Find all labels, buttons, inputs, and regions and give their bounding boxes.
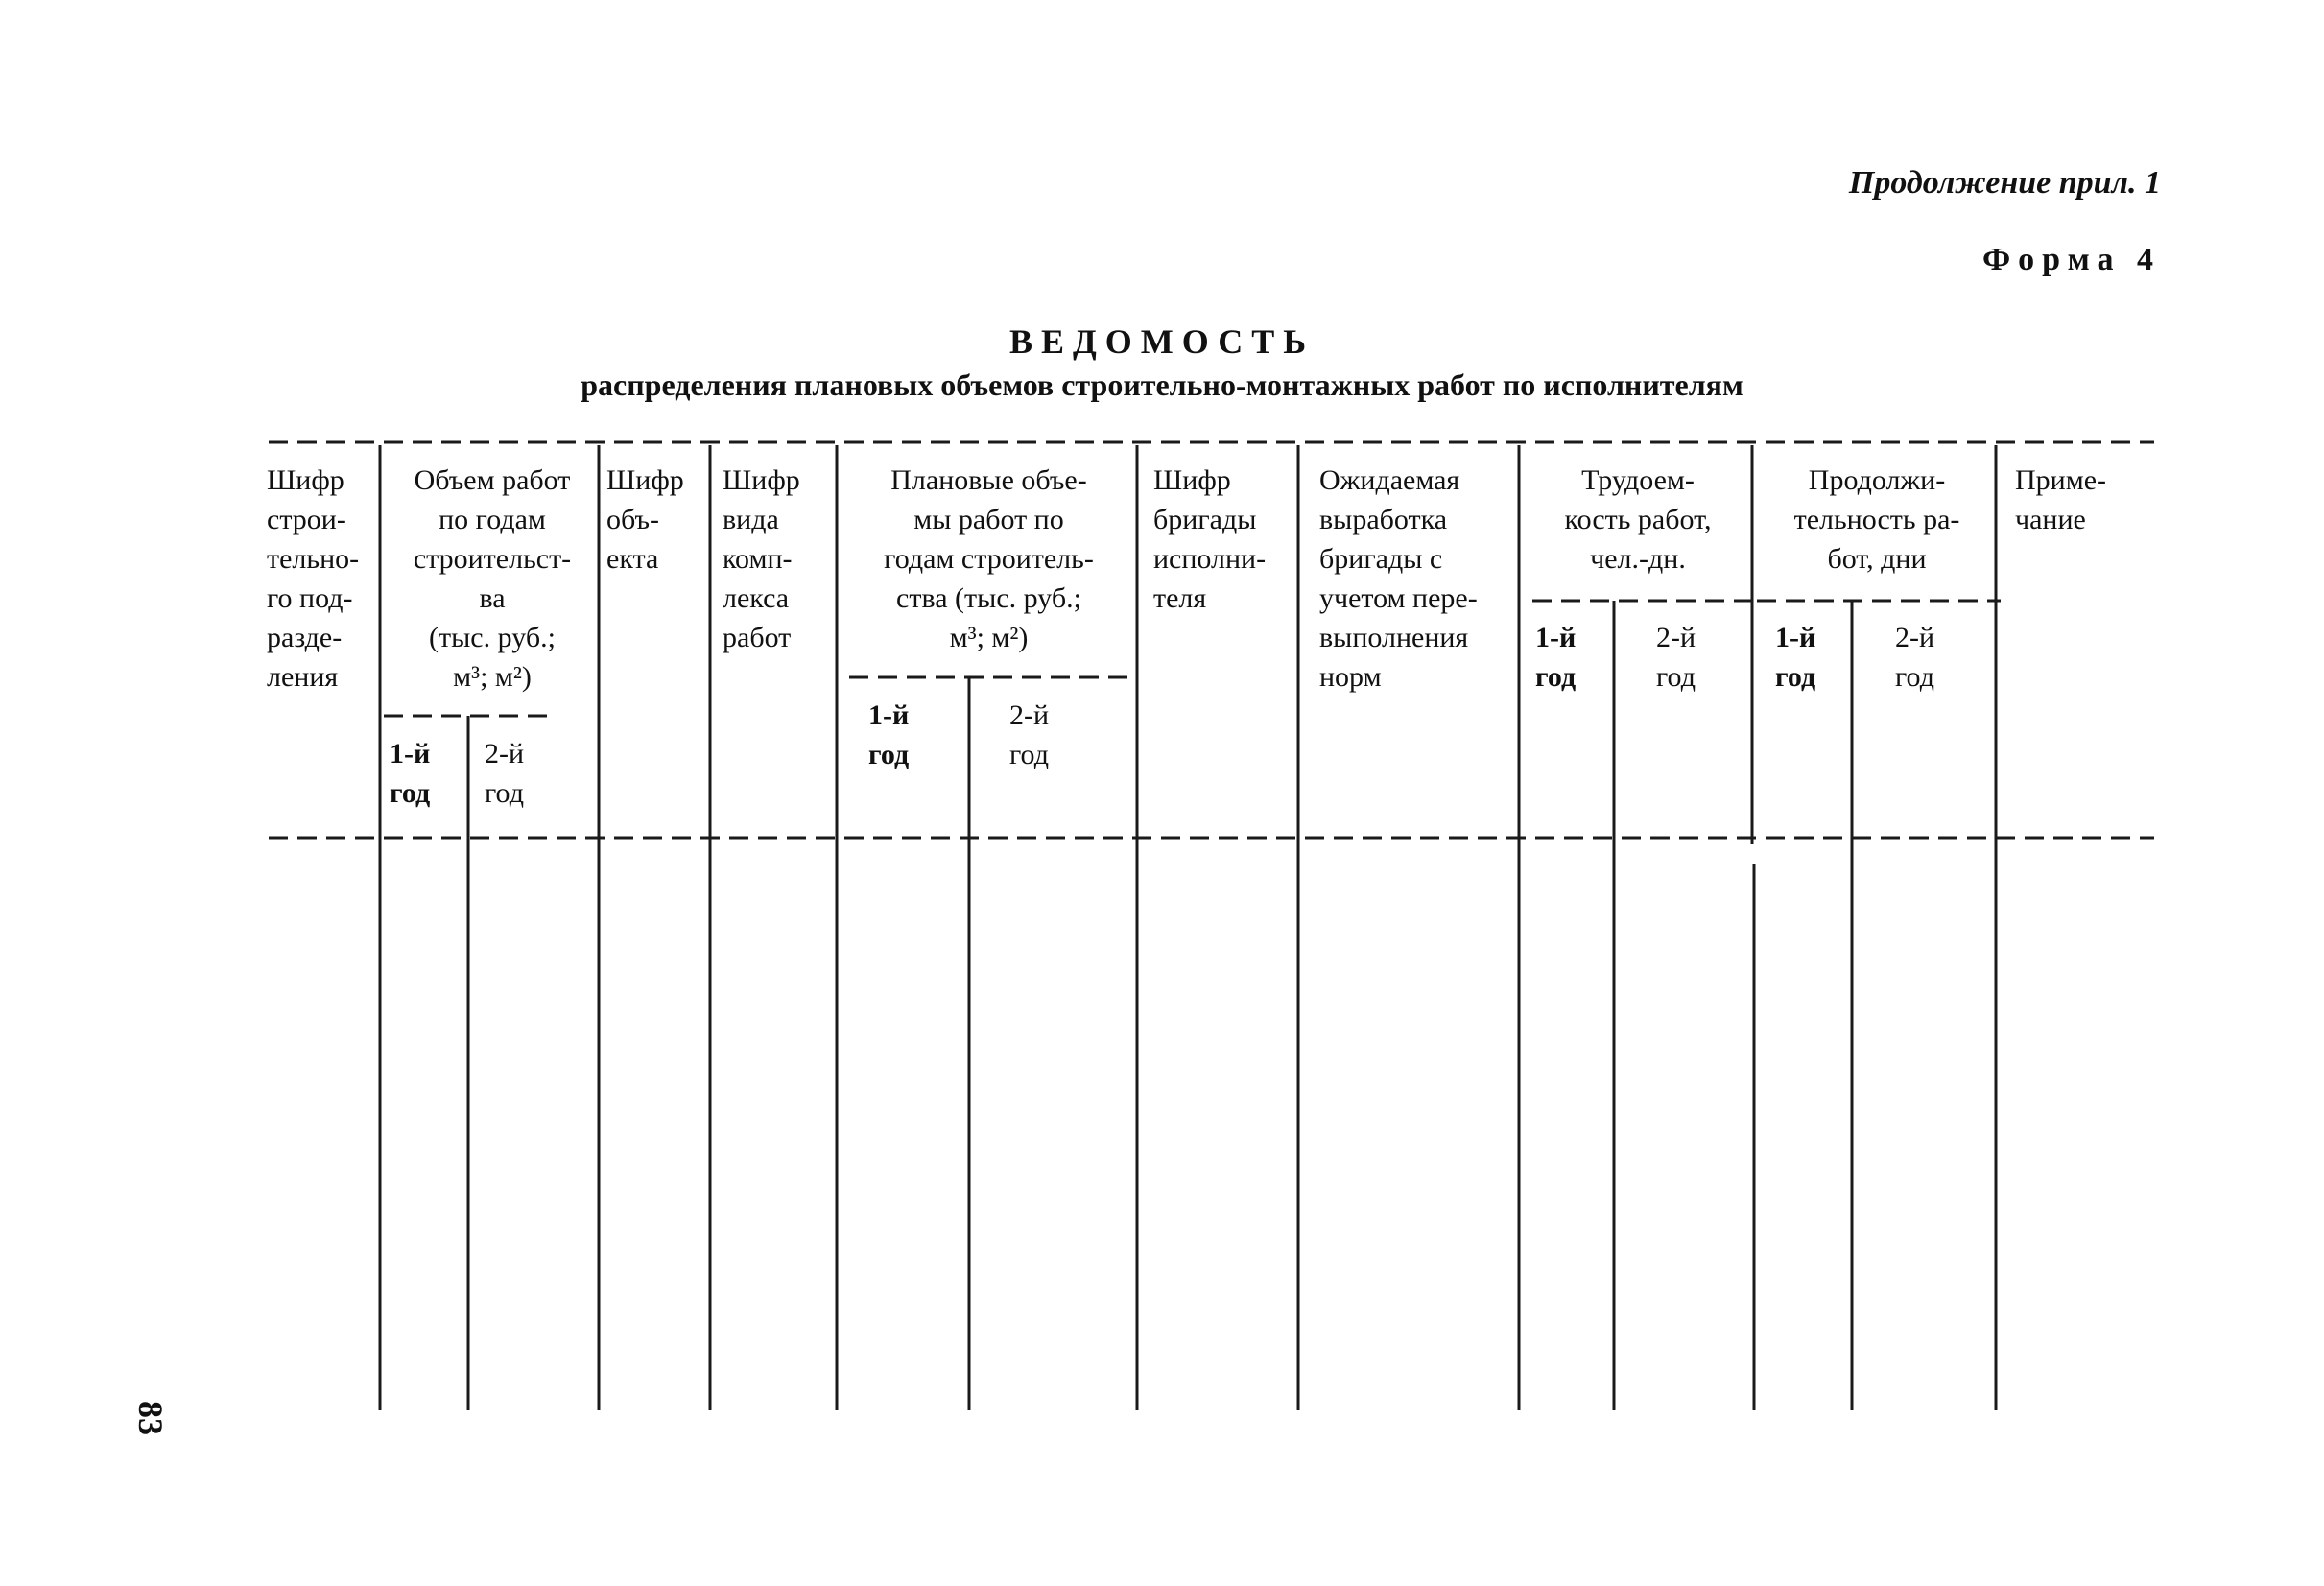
- form-label: Форма 4: [1981, 242, 2161, 277]
- continuation-note: Продолжение прил. 1: [1848, 165, 2161, 201]
- header-duration-year1: 1-й год: [1775, 622, 1816, 693]
- header-note: Приме- чание: [2015, 464, 2107, 535]
- document-subtitle: распределения плановых объемов строительно-монтажных работ по исполнителям: [581, 367, 1743, 402]
- header-labor-year1: 1-й год: [1535, 622, 1577, 693]
- header-planned-year1: 1-й год: [868, 699, 910, 770]
- header-planned-year2: 2-й год: [1009, 699, 1050, 770]
- header-labor-intensity: Трудоем- кость работ, чел.-дн.: [1564, 464, 1712, 575]
- header-work-volume: Объем работ по годам строительст- ва (тыс. руб.; м³; м²): [413, 464, 572, 693]
- header-brigade-code: Шифр бригады исполни- теля: [1153, 464, 1267, 614]
- page-number: 83: [131, 1401, 170, 1435]
- header-complex-code: Шифр вида комп- лекса работ: [723, 464, 800, 653]
- header-expected-output: Ожидаемая выработка бригады с учетом пере- выполнения норм: [1319, 464, 1478, 693]
- header-object-code: Шифр объ- екта: [606, 464, 684, 575]
- header-work-volume-year1: 1-й год: [390, 738, 431, 809]
- header-duration-year2: 2-й год: [1895, 622, 1935, 693]
- header-duration: Продолжи- тельность ра- бот, дни: [1793, 464, 1960, 575]
- document-title: ВЕДОМОСТЬ: [1008, 322, 1316, 361]
- header-planned-volume: Плановые объе- мы работ по годам строитель- ства (тыс. руб.; м³; м²): [884, 464, 1094, 653]
- header-labor-year2: 2-й год: [1656, 622, 1696, 693]
- header-unit-code: Шифр строи- тельно- го под- разде- ления: [267, 464, 360, 693]
- header-work-volume-year2: 2-й год: [485, 738, 525, 809]
